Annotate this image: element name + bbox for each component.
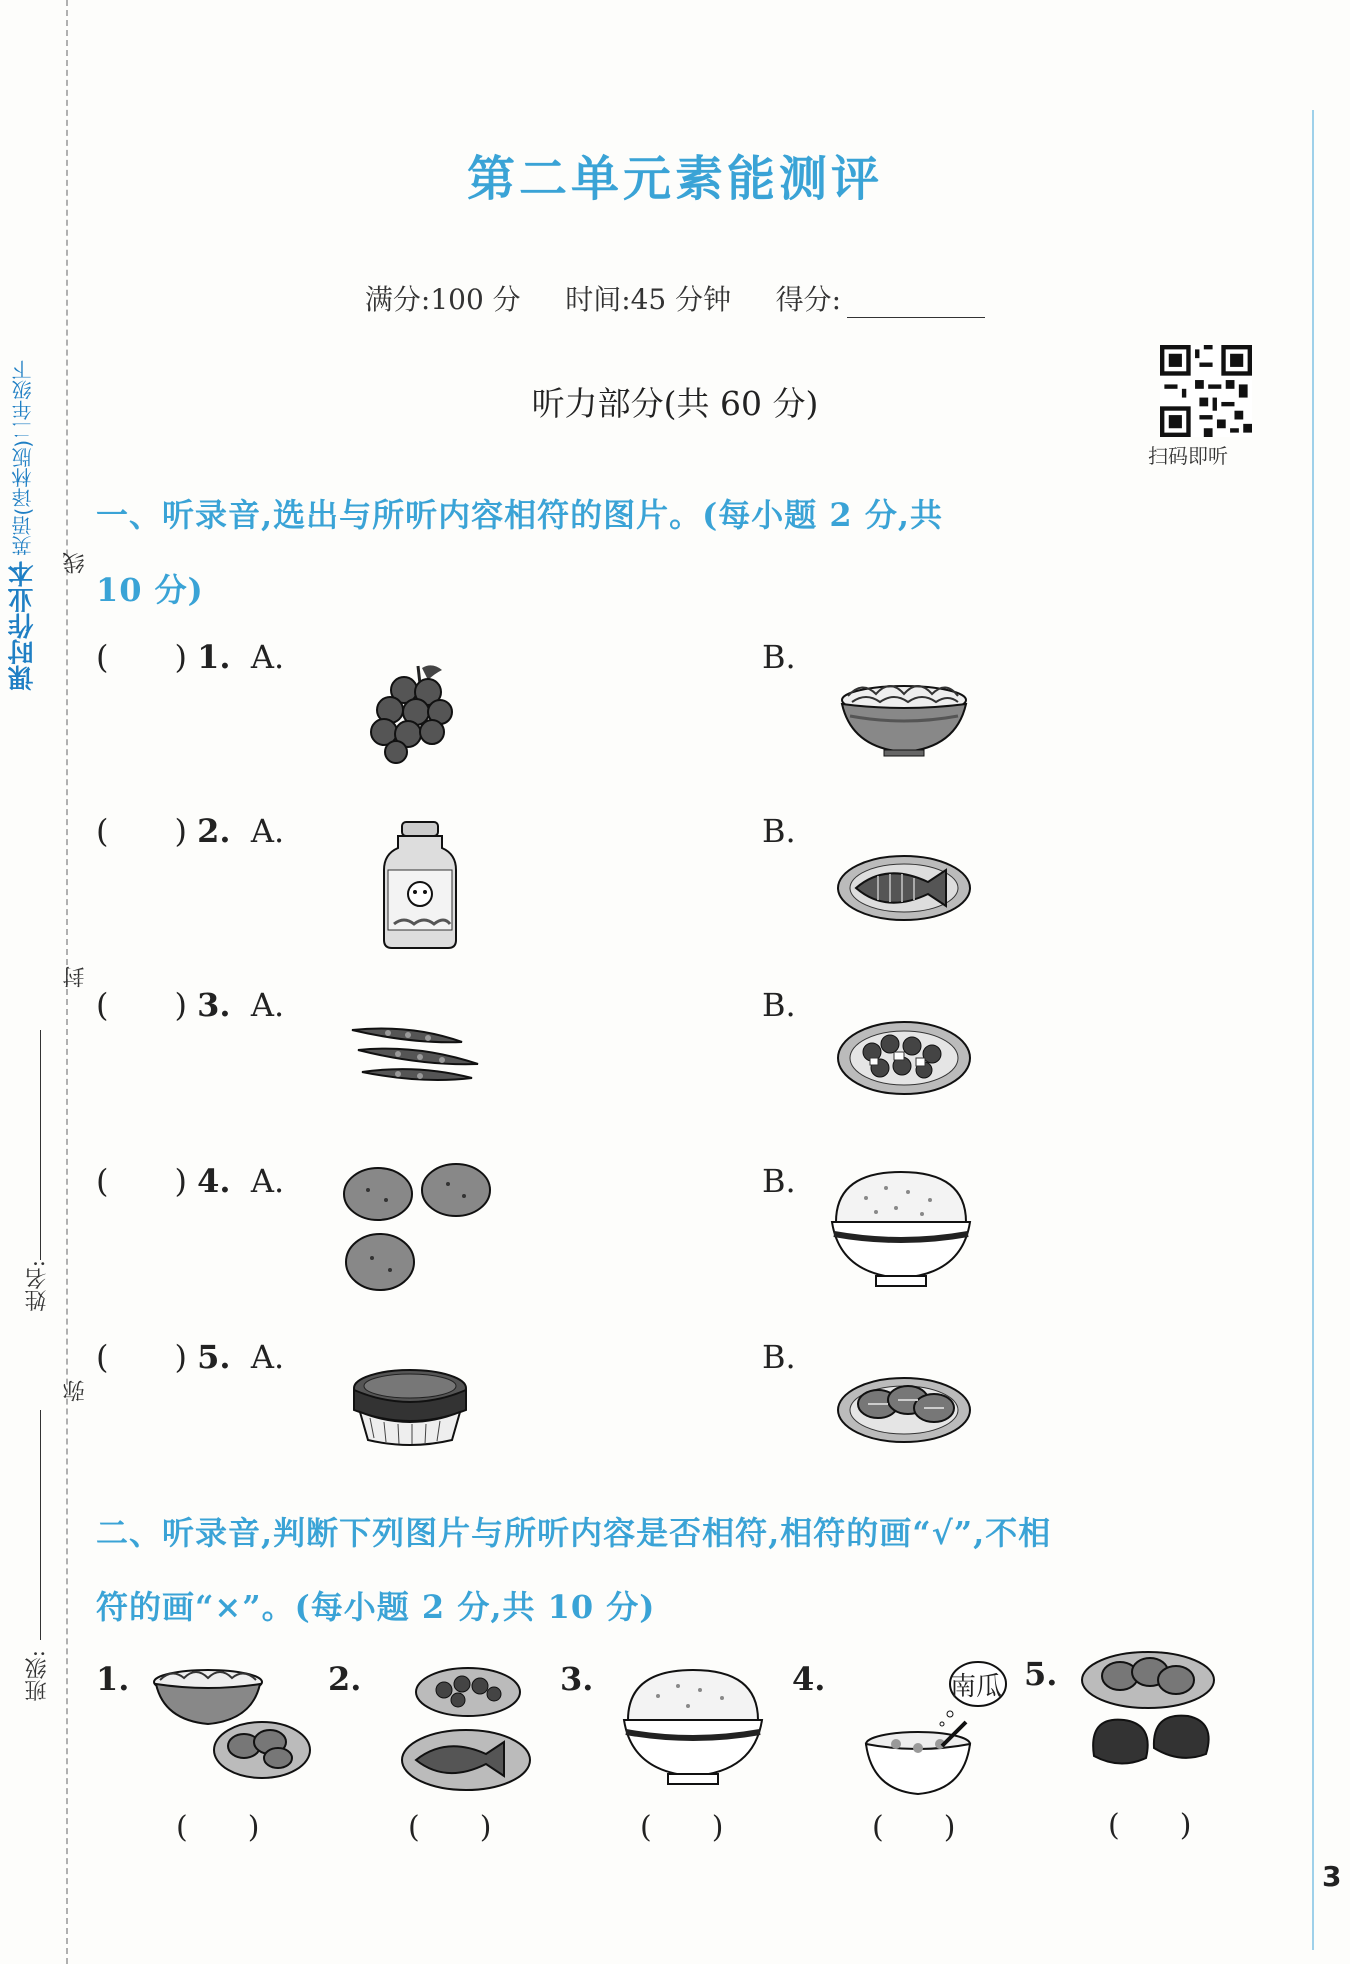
q3-option-a: A. (250, 986, 285, 1024)
q2-row: ( ) 2. A. (96, 812, 285, 850)
q5-number: 5. (197, 1338, 231, 1376)
s2-item-1-number: 1. (96, 1660, 130, 1698)
noodles-bowl-icon (834, 668, 974, 758)
q2-number: 2. (197, 812, 231, 850)
full-score: 满分:100 分 (364, 283, 521, 316)
s2-answer-2[interactable]: ( ) (408, 1810, 492, 1845)
q5-row: ( ) 5. A. (96, 1338, 285, 1376)
q3-option-b: B. (762, 986, 796, 1024)
q3-number: 3. (197, 986, 231, 1024)
q3-row: ( ) 3. A. (96, 986, 285, 1024)
meat-and-chestnuts-icon (1078, 1648, 1218, 1788)
s2-answer-5[interactable]: ( ) (1108, 1808, 1192, 1843)
name-blank-line (40, 1030, 41, 1260)
page-number: 3 (1322, 1860, 1342, 1893)
s2-answer-3[interactable]: ( ) (640, 1810, 724, 1845)
section2-heading-line2: 符的画“×”。(每小题 2 分,共 10 分) (96, 1588, 656, 1626)
meat-plate-icon (834, 1366, 974, 1446)
s2-item-2-number: 2. (328, 1660, 362, 1698)
q5-option-a: A. (250, 1338, 285, 1376)
score-info (0, 278, 1350, 318)
s2-item-3-number: 3. (560, 1660, 594, 1698)
s2-item-4-number: 4. (792, 1660, 826, 1698)
pie-icon (350, 1366, 470, 1446)
listening-heading: 听力部分(共 60 分) (531, 384, 819, 423)
qr-label: 扫码即听 (1148, 444, 1228, 468)
q4-option-b: B. (762, 1162, 796, 1200)
fish-plate-icon (834, 850, 974, 922)
margin-mi-char: 弥 (63, 1380, 88, 1402)
q1-row: ( ) 1. A. (96, 638, 285, 676)
q2-option-a: A. (250, 812, 285, 850)
section1-heading-line1: 一、听录音,选出与所听内容相符的图片。(每小题 2 分,共 (96, 496, 943, 534)
q1-option-b: B. (762, 638, 796, 676)
section2-heading-line1: 二、听录音,判断下列图片与所听内容是否相符,相符的画“√”,不相 (96, 1514, 1052, 1552)
margin-seal-char: 封 (63, 966, 88, 988)
class-label: 班级: (25, 1650, 50, 1702)
name-label: 姓名: (25, 1260, 50, 1312)
s2-item-5-number: 5. (1024, 1655, 1058, 1693)
potatoes-icon (340, 1160, 500, 1300)
section1-heading-line2: 10 分) (96, 571, 204, 609)
page-title: 第二单元素能测评 (466, 151, 883, 207)
qr-code-icon[interactable] (1160, 345, 1252, 437)
noodles-and-meat-icon (152, 1660, 312, 1790)
milk-bottle-icon (380, 820, 460, 950)
q4-number: 4. (197, 1162, 231, 1200)
grapes-icon (360, 662, 470, 762)
vegetable-plate-icon (834, 1016, 974, 1096)
q5-option-b: B. (762, 1338, 796, 1376)
q1-option-a: A. (250, 638, 285, 676)
score-label: 得分: (775, 283, 842, 316)
q4-row: ( ) 4. A. (96, 1162, 285, 1200)
brand-name: 课时作业本 (8, 560, 38, 691)
beans-icon (348, 1020, 488, 1090)
class-blank-line (40, 1410, 41, 1640)
time-limit: 时间:45 分钟 (565, 283, 732, 316)
brand-edition: 英语(译林版)二年级下 (11, 360, 35, 556)
rice-bowl-icon (826, 1168, 976, 1292)
q4-option-a: A. (250, 1162, 285, 1200)
pumpkin-bubble-text: 南瓜 (950, 1672, 1003, 1702)
q2-option-b: B. (762, 812, 796, 850)
score-blank[interactable] (847, 291, 985, 318)
margin-line-char: 线 (63, 552, 88, 574)
vegetable-and-fish-icon (396, 1664, 536, 1794)
rice-bowl-icon-2 (618, 1666, 768, 1790)
s2-answer-1[interactable]: ( ) (176, 1810, 260, 1845)
s2-answer-4[interactable]: ( ) (872, 1810, 956, 1845)
q1-number: 1. (197, 638, 231, 676)
